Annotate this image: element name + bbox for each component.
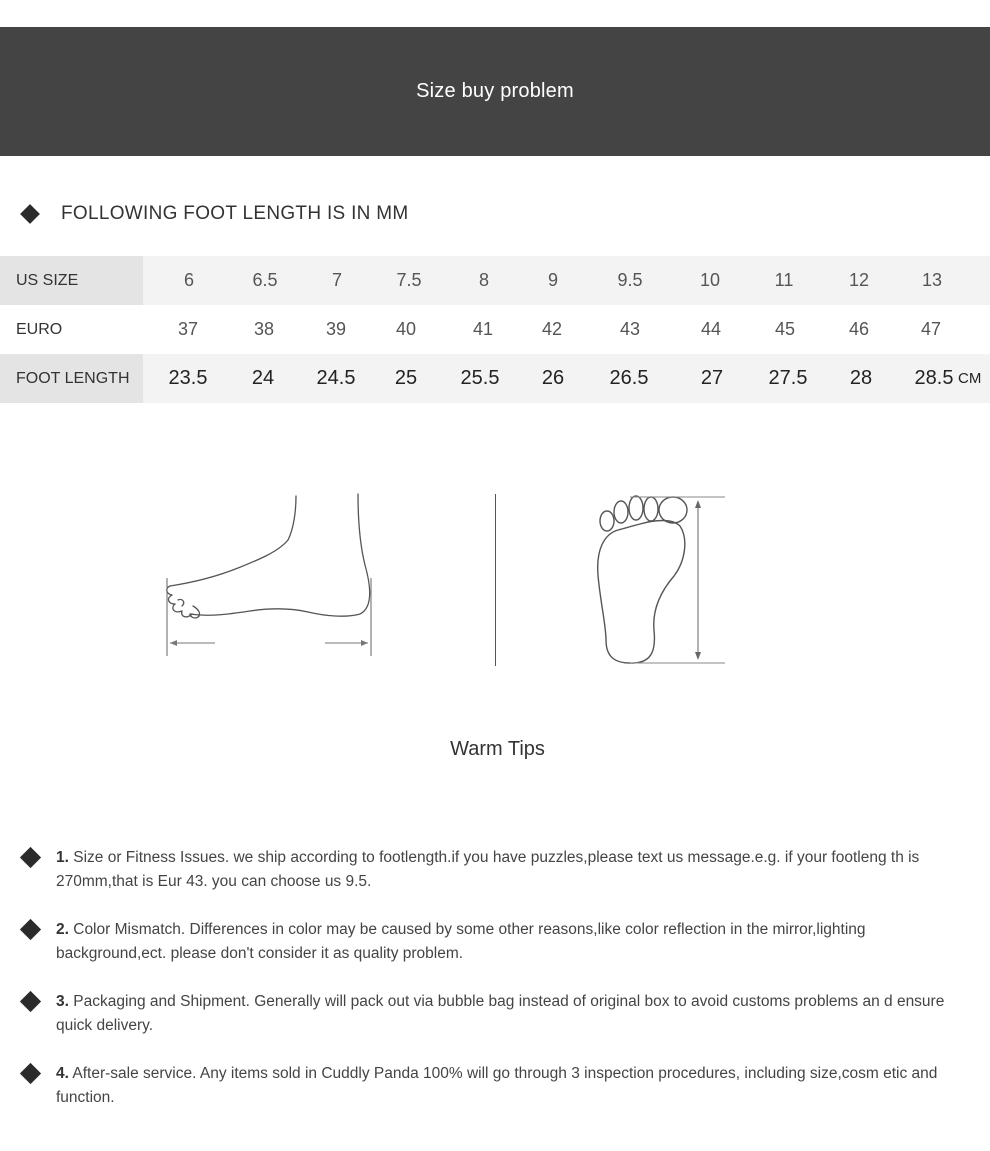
diamond-bullet-icon — [20, 991, 41, 1012]
table-cell: 41 — [472, 319, 494, 339]
tip-body: Color Mismatch. Differences in color may be caused by some other reasons,like color reflection in the mirror,lighting background,ect. please don't consider it as quality problem. — [56, 921, 866, 962]
table-cell: 28.5 — [914, 367, 954, 389]
tip-text — [56, 846, 956, 894]
table-cell: 27 — [700, 367, 724, 389]
table-row-euro — [0, 305, 990, 354]
tip-number: 1. — [56, 849, 69, 866]
table-cell: 45 — [774, 319, 796, 339]
warm-tips-title: Warm Tips — [450, 738, 545, 760]
table-cell: 8 — [478, 270, 489, 290]
tip-text — [56, 918, 956, 966]
tip-text — [56, 1062, 956, 1110]
tip-number: 2. — [56, 921, 69, 938]
section-heading-text: FOLLOWING FOOT LENGTH IS IN MM — [61, 203, 409, 224]
table-cell: 44 — [700, 319, 722, 339]
table-cell: 42 — [541, 319, 563, 339]
table-cell: 10 — [699, 270, 721, 290]
tip-text — [56, 990, 956, 1038]
table-cell: 12 — [848, 270, 870, 290]
banner-title: Size buy problem — [416, 80, 574, 102]
table-cell: 24.5 — [316, 367, 356, 389]
diamond-bullet-icon — [20, 847, 41, 868]
unit-label: CM — [958, 370, 982, 387]
tip-body: Size or Fitness Issues. we ship according to footlength.if you have puzzles,please text us message.e.g. if your footleng th is 270mm,that is Eur 43. you can choose us 9.5. — [56, 849, 920, 890]
table-cell: 26 — [541, 367, 565, 389]
table-cell: 26.5 — [609, 367, 649, 389]
table-cell: 47 — [920, 319, 942, 339]
tip-number: 4. — [56, 1065, 69, 1082]
foot-sole-view-icon — [590, 490, 740, 670]
table-cell: 9 — [547, 270, 558, 290]
header-banner — [0, 27, 990, 156]
table-cell: 46 — [848, 319, 870, 339]
row-label-foot-length: FOOT LENGTH — [0, 354, 143, 403]
diamond-bullet-icon — [20, 1063, 41, 1084]
table-cell: 25 — [394, 367, 418, 389]
table-cell: 24 — [251, 367, 275, 389]
table-cell: 40 — [395, 319, 417, 339]
section-heading — [20, 203, 409, 225]
row-label-us-size: US SIZE — [0, 256, 143, 305]
tip-body: After-sale service. Any items sold in Cuddly Panda 100% will go through 3 inspection procedures, including size,cosm etic and function. — [56, 1065, 938, 1106]
diamond-bullet-icon — [20, 919, 41, 940]
table-cell: 7.5 — [396, 270, 422, 290]
table-cell: 37 — [177, 319, 199, 339]
table-cell: 27.5 — [768, 367, 808, 389]
foot-side-view-icon — [160, 490, 380, 660]
table-cell: 6 — [183, 270, 194, 290]
size-table — [0, 256, 990, 403]
table-cell: 6.5 — [252, 270, 278, 290]
table-cell: 38 — [253, 319, 275, 339]
table-cell: 7 — [331, 270, 342, 290]
table-cell: 39 — [325, 319, 347, 339]
table-row-us-size — [0, 256, 990, 305]
table-cell: 13 — [921, 270, 943, 290]
row-label-euro: EURO — [16, 320, 63, 338]
table-cell: 28 — [849, 367, 873, 389]
table-row-foot-length — [0, 354, 990, 403]
table-cell: 25.5 — [460, 367, 500, 389]
table-cell: 23.5 — [168, 367, 208, 389]
table-cell: 9.5 — [617, 270, 643, 290]
diamond-bullet-icon — [20, 204, 40, 224]
tip-number: 3. — [56, 993, 69, 1010]
tip-body: Packaging and Shipment. Generally will pack out via bubble bag instead of original box to avoid customs problems an d ensure quick delivery. — [56, 993, 945, 1034]
divider — [495, 494, 496, 666]
table-cell: 11 — [774, 270, 794, 290]
table-cell: 43 — [619, 319, 641, 339]
